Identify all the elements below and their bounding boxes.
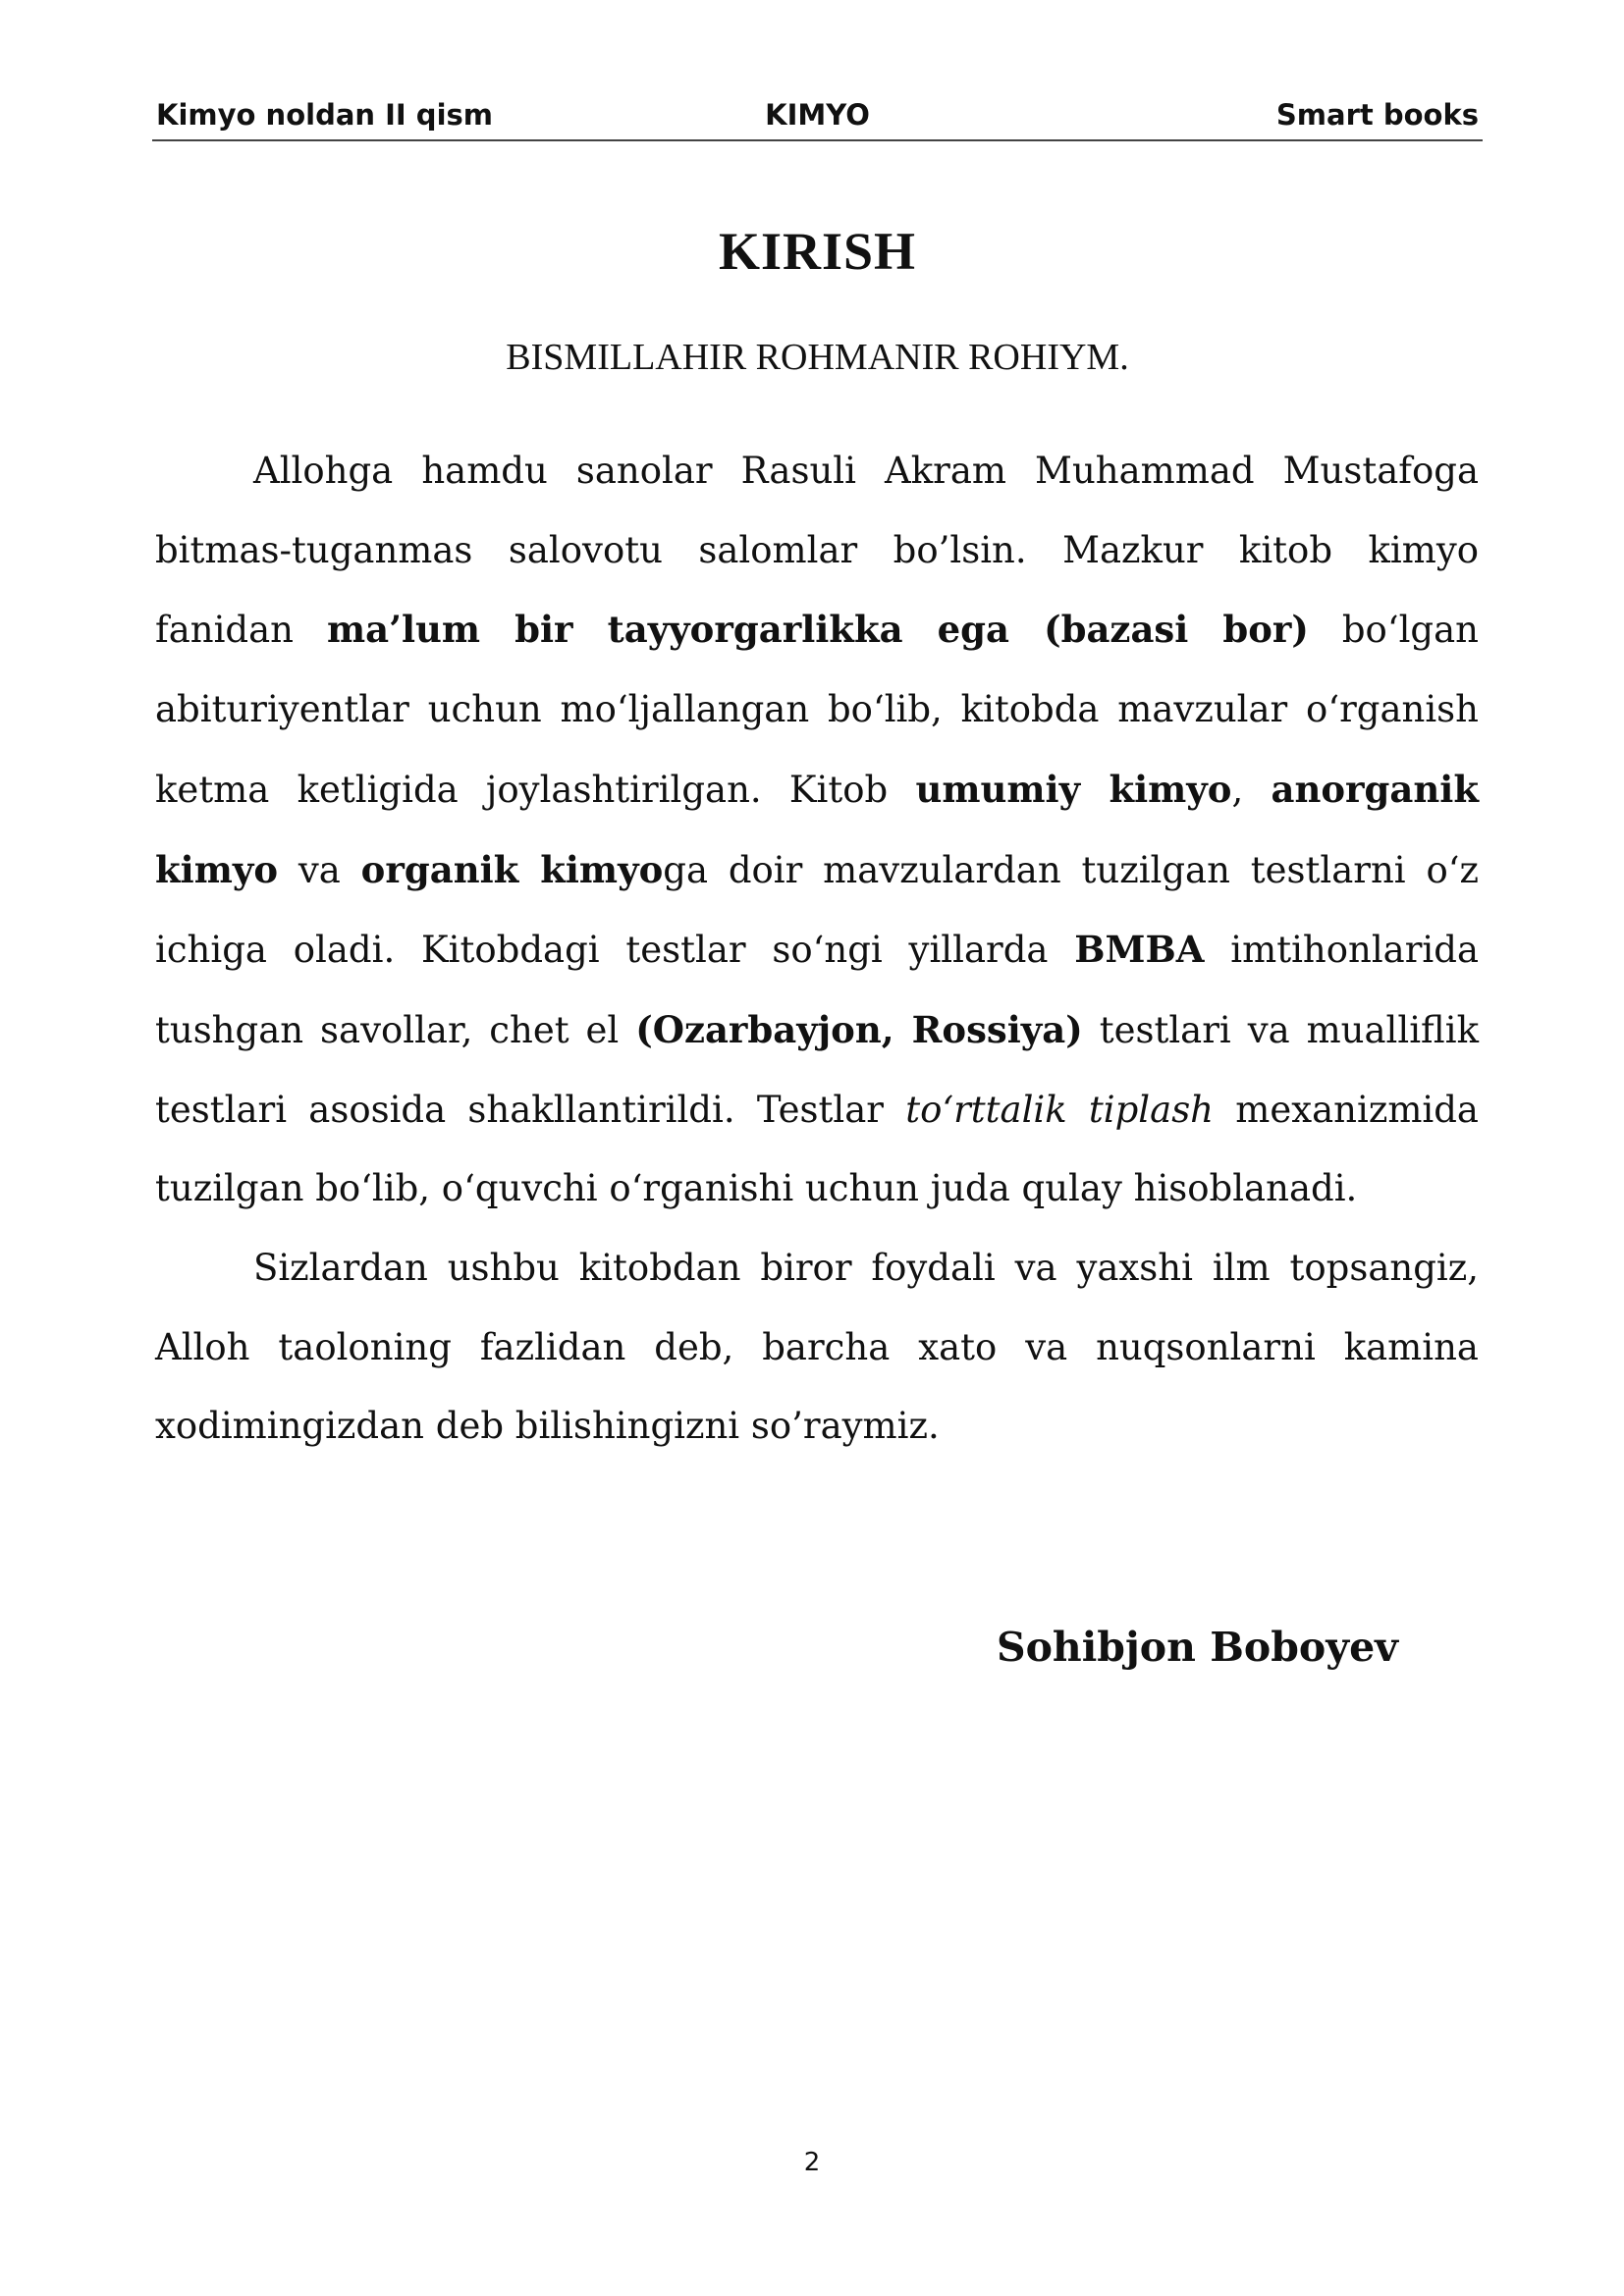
bold-run: organik kimyo bbox=[360, 847, 664, 891]
bold-run: umumiy kimyo bbox=[915, 767, 1232, 811]
italic-run: to‘rttalik tiplash bbox=[905, 1088, 1215, 1131]
author-signature: Sohibjon Boboyev bbox=[996, 1624, 1398, 1671]
bold-run: ma’lum bir tayyorgarlikka ega (bazasi bor) bbox=[326, 608, 1309, 652]
text-run: testlari va mualliflik testlari asosida shakllantirildi. Testlar bbox=[155, 1008, 1479, 1131]
text-run: ga doir mavzulardan tuzilgan testlarni o‘z ichiga oladi. Kitobdagi testlar so‘ngi yillarda bbox=[155, 848, 1480, 972]
text-run: imtihonlarida tushgan savollar, chet el bbox=[155, 929, 1479, 1051]
page-number: 2 bbox=[803, 2148, 821, 2177]
text-run: bo‘lgan abituriyentlar uchun mo‘ljallangan bo‘lib, kitobda mavzular o‘rganish ketma ketligida joylashtirilgan. Kitob bbox=[155, 609, 1479, 811]
bold-run: anorganik kimyo bbox=[155, 767, 1479, 891]
text-run: mexanizmida tuzilgan bo‘lib, o‘quvchi o‘rganishi uchun juda qulay hisoblanadi. bbox=[155, 1088, 1479, 1210]
paragraph-closing: Sizlardan ushbu kitobdan biror foydali va yaxshi ilm topsangiz, Alloh taoloning fazlidan deb, barcha xato va nuqsonlarni kamina xodimingizdan deb bilishingizni so’raymiz. bbox=[155, 1247, 1479, 1448]
paragraph-intro bbox=[155, 432, 1479, 1229]
bold-run: BMBA bbox=[1074, 928, 1205, 972]
text-run: va bbox=[278, 848, 361, 891]
text-run: , bbox=[1231, 768, 1272, 811]
running-header bbox=[152, 96, 1483, 141]
body-text bbox=[155, 432, 1479, 1467]
page-title: KIRISH bbox=[718, 222, 917, 281]
header-subject: KIMYO bbox=[765, 98, 870, 132]
bold-run: (Ozarbayjon, Rossiya) bbox=[635, 1007, 1083, 1051]
header-book-title: Kimyo noldan II qism bbox=[156, 98, 493, 132]
page-subtitle: BISMILLAHIR ROHMANIR ROHIYM. bbox=[506, 337, 1129, 378]
text-run: Allohga hamdu sanolar Rasuli Akram Muhammad Mustafoga bitmas-tuganmas salovotu salomlar bo’lsin. Mazkur kitob kimyo fanidan bbox=[155, 450, 1479, 652]
header-publisher: Smart books bbox=[1275, 98, 1479, 132]
